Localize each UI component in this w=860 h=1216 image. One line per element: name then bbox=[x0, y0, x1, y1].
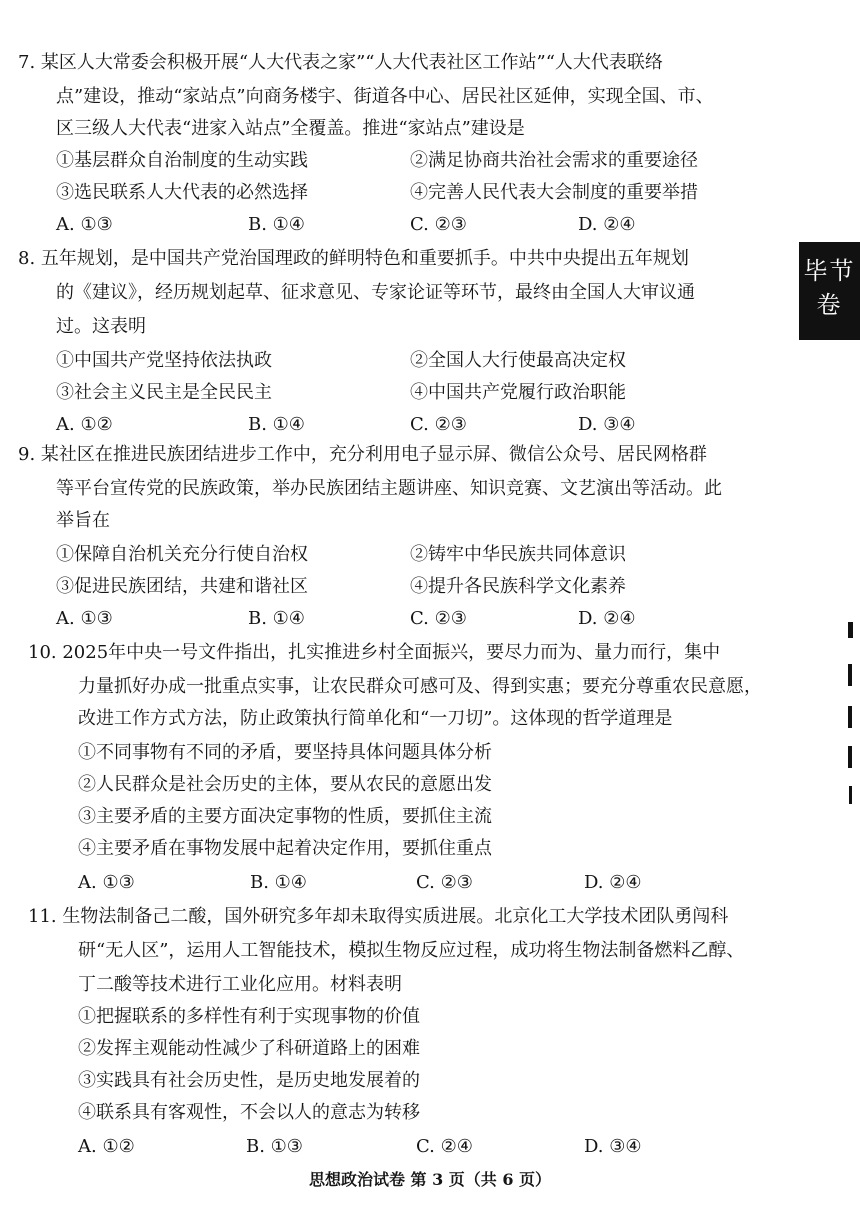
question-11-statement-3: ③实践具有社会历史性，是历史地发展着的 bbox=[78, 1070, 420, 1091]
binding-mark bbox=[849, 786, 852, 804]
question-10-stem-line: 改进工作方式方法，防止政策执行简单化和“一刀切”。这体现的哲学道理是 bbox=[78, 708, 673, 729]
question-10-statement-4: ④主要矛盾在事物发展中起着决定作用，要抓住重点 bbox=[78, 838, 492, 859]
question-10-choice-d: D. ②④ bbox=[584, 872, 642, 893]
question-11-choice-d: D. ③④ bbox=[584, 1136, 642, 1157]
question-8-statement-2: ②全国人大行使最高决定权 bbox=[410, 350, 626, 371]
side-tab-line-2: 卷 bbox=[816, 291, 843, 319]
page-footer: 思想政治试卷 第 3 页（共 6 页） bbox=[308, 1170, 552, 1189]
question-9-choice-c: C. ②③ bbox=[410, 608, 467, 629]
region-side-tab bbox=[799, 242, 860, 340]
question-11-stem-line: 丁二酸等技术进行工业化应用。材料表明 bbox=[78, 974, 402, 995]
question-11-statement-1: ①把握联系的多样性有利于实现事物的价值 bbox=[78, 1006, 420, 1027]
question-7-choice-d: D. ②④ bbox=[578, 214, 636, 235]
question-7-statement-1: ①基层群众自治制度的生动实践 bbox=[56, 150, 308, 171]
question-7-stem-line: 区三级人大代表“进家入站点”全覆盖。推进“家站点”建设是 bbox=[56, 118, 525, 139]
question-7-stem-line: 点”建设，推动“家站点”向商务楼宇、街道各中心、居民社区延伸，实现全国、市、 bbox=[56, 86, 714, 107]
question-10-choice-b: B. ①④ bbox=[250, 872, 307, 893]
question-8-choice-a: A. ①② bbox=[56, 414, 113, 435]
question-10-stem-line: 力量抓好办成一批重点实事，让农民群众可感可及、得到实惠；要充分尊重农民意愿， bbox=[78, 676, 762, 697]
question-9-statement-1: ①保障自治机关充分行使自治权 bbox=[56, 544, 308, 565]
question-8-statement-4: ④中国共产党履行政治职能 bbox=[410, 382, 626, 403]
question-7-choice-a: A. ①③ bbox=[56, 214, 113, 235]
question-11-choice-c: C. ②④ bbox=[416, 1136, 473, 1157]
question-8-choice-c: C. ②③ bbox=[410, 414, 467, 435]
question-10-choice-a: A. ①③ bbox=[78, 872, 135, 893]
side-tab-line-1: 毕节 bbox=[803, 257, 856, 285]
question-9-statement-3: ③促进民族团结，共建和谐社区 bbox=[56, 576, 308, 597]
question-9-stem-line: 等平台宣传党的民族政策，举办民族团结主题讲座、知识竞赛、文艺演出等活动。此 bbox=[56, 478, 722, 499]
question-8-statement-3: ③社会主义民主是全民民主 bbox=[56, 382, 272, 403]
question-10-choice-c: C. ②③ bbox=[416, 872, 473, 893]
question-11-stem-line: 研“无人区”，运用人工智能技术，模拟生物反应过程，成功将生物法制备燃料乙醇、 bbox=[78, 940, 745, 961]
question-7-choice-c: C. ②③ bbox=[410, 214, 467, 235]
question-7-stem-line: 7. 某区人大常委会积极开展“人大代表之家”“人大代表社区工作站”“人大代表联络 bbox=[18, 52, 663, 73]
question-10-statement-3: ③主要矛盾的主要方面决定事物的性质，要抓住主流 bbox=[78, 806, 492, 827]
question-8-stem-line: 8. 五年规划，是中国共产党治国理政的鲜明特色和重要抓手。中共中央提出五年规划 bbox=[18, 248, 689, 269]
question-9-statement-2: ②铸牢中华民族共同体意识 bbox=[410, 544, 626, 565]
question-9-choice-b: B. ①④ bbox=[248, 608, 305, 629]
question-8-choice-b: B. ①④ bbox=[248, 414, 305, 435]
question-9-stem-line: 举旨在 bbox=[56, 510, 110, 531]
question-8-stem-line: 的《建议》，经历规划起草、征求意见、专家论证等环节，最终由全国人大审议通 bbox=[56, 282, 695, 303]
question-9-choice-a: A. ①③ bbox=[56, 608, 113, 629]
question-10-stem-line: 10. 2025年中央一号文件指出，扎实推进乡村全面振兴，要尽力而为、量力而行，集中 bbox=[28, 642, 721, 663]
question-8-choice-d: D. ③④ bbox=[578, 414, 636, 435]
question-11-statement-2: ②发挥主观能动性减少了科研道路上的困难 bbox=[78, 1038, 420, 1059]
question-8-stem-line: 过。这表明 bbox=[56, 316, 146, 337]
question-7-statement-2: ②满足协商共治社会需求的重要途径 bbox=[410, 150, 698, 171]
question-10-statement-2: ②人民群众是社会历史的主体，要从农民的意愿出发 bbox=[78, 774, 492, 795]
question-11-choice-b: B. ①③ bbox=[246, 1136, 303, 1157]
binding-mark bbox=[848, 746, 852, 768]
question-10-statement-1: ①不同事物有不同的矛盾，要坚持具体问题具体分析 bbox=[78, 742, 492, 763]
question-9-stem-line: 9. 某社区在推进民族团结进步工作中，充分利用电子显示屏、微信公众号、居民网格群 bbox=[18, 444, 707, 465]
question-8-statement-1: ①中国共产党坚持依法执政 bbox=[56, 350, 272, 371]
binding-mark bbox=[848, 706, 852, 728]
question-7-statement-3: ③选民联系人大代表的必然选择 bbox=[56, 182, 308, 203]
binding-mark bbox=[848, 664, 852, 686]
binding-mark bbox=[848, 622, 853, 638]
question-9-statement-4: ④提升各民族科学文化素养 bbox=[410, 576, 626, 597]
question-11-choice-a: A. ①② bbox=[78, 1136, 135, 1157]
question-9-choice-d: D. ②④ bbox=[578, 608, 636, 629]
question-7-choice-b: B. ①④ bbox=[248, 214, 305, 235]
question-7-statement-4: ④完善人民代表大会制度的重要举措 bbox=[410, 182, 698, 203]
question-11-stem-line: 11. 生物法制备己二酸，国外研究多年却未取得实质进展。北京化工大学技术团队勇闯科 bbox=[28, 906, 729, 927]
question-11-statement-4: ④联系具有客观性，不会以人的意志为转移 bbox=[78, 1102, 420, 1123]
